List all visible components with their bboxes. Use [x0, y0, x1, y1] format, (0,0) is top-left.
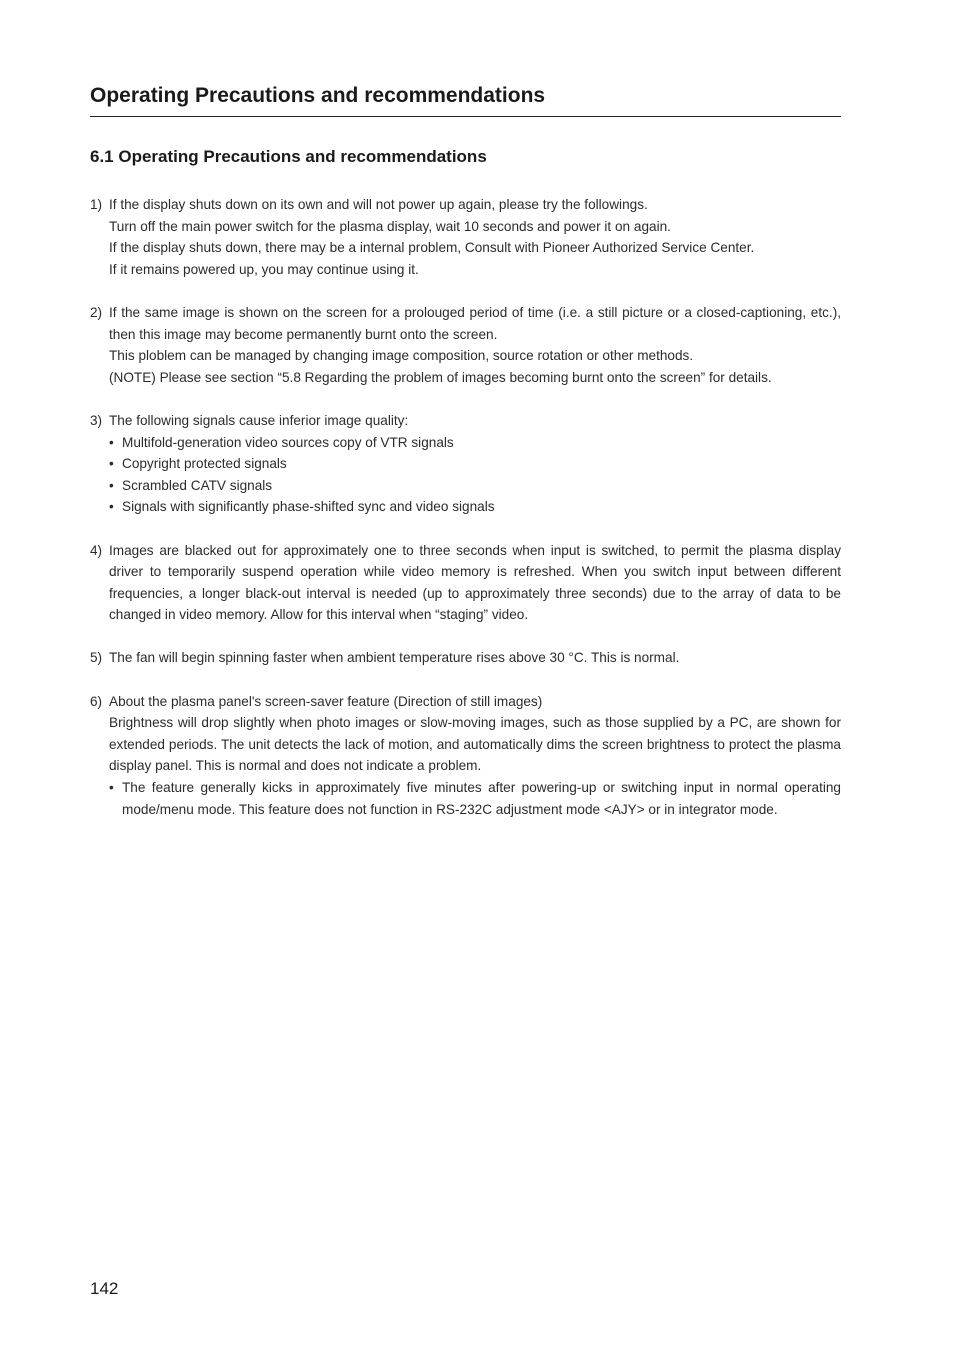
page-title: Operating Precautions and recommendations: [90, 82, 841, 117]
list-item: [90, 691, 841, 821]
bullet-item: • Scrambled CATV signals: [109, 475, 841, 497]
item-intro: The following signals cause inferior image quality:: [109, 412, 409, 428]
list-item: [90, 302, 841, 388]
item-number: 6): [90, 693, 103, 709]
page-number: 142: [90, 1279, 119, 1298]
item-text: If the display shuts down on its own and will not power up again, please try the followings.: [109, 197, 648, 212]
bullet-item: • Multifold-generation video sources copy of VTR signals: [109, 432, 841, 454]
item-text: If the same image is shown on the screen for a prolouged period of time (i.e. a still picture or a closed-captioning, etc.), then this image may become permanently burnt onto the screen.: [109, 304, 841, 342]
item-text: If the display shuts down, there may be a internal problem, Consult with Pioneer Authorized Service Center.: [109, 240, 755, 256]
list-item: [90, 194, 841, 280]
list-item: [90, 540, 841, 626]
item-text: If it remains powered up, you may continue using it.: [109, 261, 419, 277]
section-title: 6.1 Operating Precautions and recommendations: [90, 147, 487, 166]
item-text: Brightness will drop slightly when photo images or slow-moving images, such as those supplied by a PC, are shown for extended periods. The unit detects the lack of motion, and automatically dims the screen brightness to protect the plasma display panel. This is normal and does not indicate a problem.: [109, 715, 841, 774]
item-number: 2): [90, 304, 103, 320]
bullet-item: • Signals with significantly phase-shifted sync and video signals: [109, 496, 841, 518]
bullet-list: [109, 432, 841, 518]
item-intro: About the plasma panel's screen-saver feature (Direction of still images): [109, 693, 543, 709]
item-text: This ploblem can be managed by changing image composition, source rotation or other methods.: [109, 348, 694, 364]
list-item: [90, 647, 841, 669]
item-note: (NOTE) Please see section “5.8 Regarding the problem of images becoming burnt onto the screen” for details.: [109, 369, 772, 385]
item-number: 4): [90, 542, 103, 558]
bullet-item: • The feature generally kicks in approximately five minutes after powering-up or switching input in normal operating mode/menu mode. This feature does not function in RS-232C adjustment mode <AJY> or in integrator mode.: [109, 777, 841, 820]
bullet-item: • Copyright protected signals: [109, 453, 841, 475]
item-text: Images are blacked out for approximately one to three seconds when input is switched, to permit the plasma display driver to temporarily suspend operation while video memory is refreshed. When you switch input between different frequencies, a longer black-out interval is needed (up to approximately three seconds) due to the array of data to be changed in video memory. Allow for this interval when “staging” video.: [109, 542, 841, 623]
item-text: The fan will begin spinning faster when ambient temperature rises above 30 °C. This is normal.: [109, 650, 680, 666]
item-number: 5): [90, 650, 103, 666]
bullet-list: [109, 777, 841, 820]
list-item: [90, 410, 841, 518]
precautions-list: [90, 194, 841, 842]
item-number: 1): [90, 197, 103, 212]
item-number: 3): [90, 412, 103, 428]
item-text: Turn off the main power switch for the plasma display, wait 10 seconds and power it on again.: [109, 218, 671, 234]
